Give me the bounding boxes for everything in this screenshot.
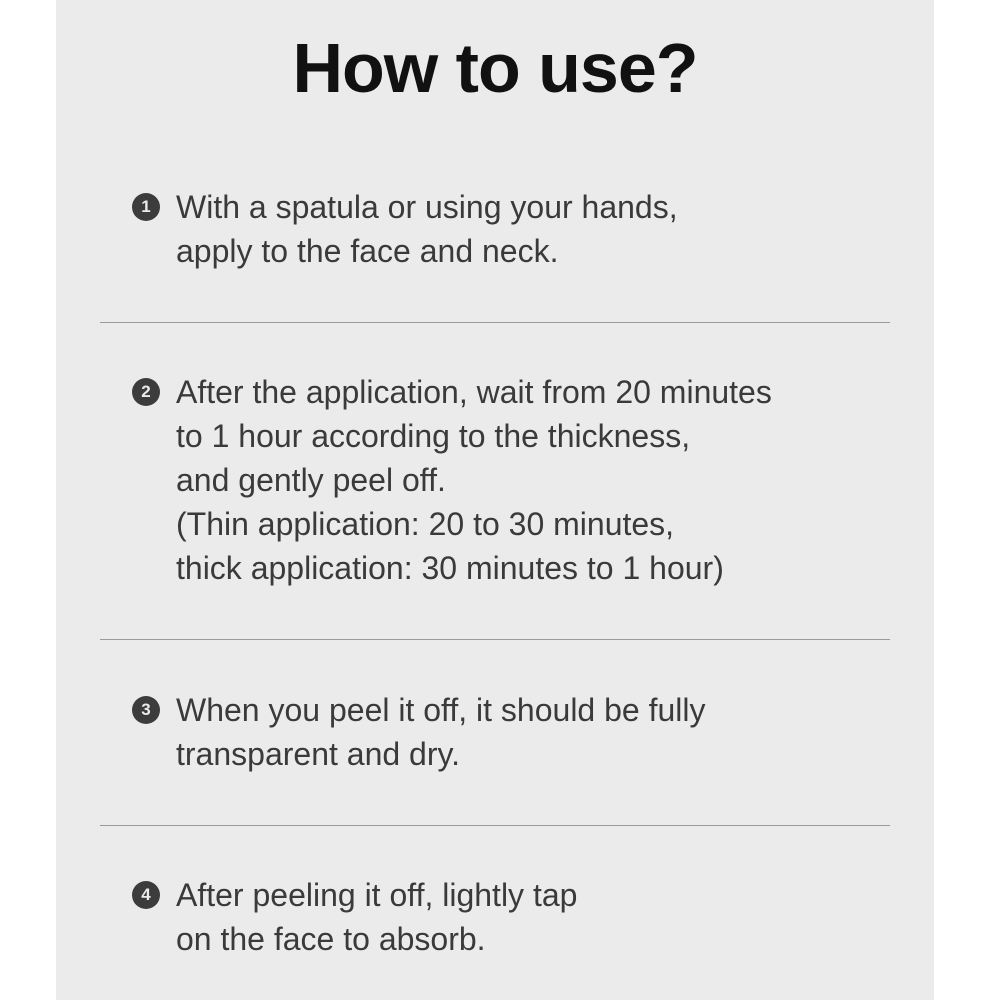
- step-line: (Thin application: 20 to 30 minutes,: [176, 506, 675, 542]
- step-line: on the face to absorb.: [176, 921, 486, 957]
- step-line: After peeling it off, lightly tap: [176, 877, 578, 913]
- divider: [100, 322, 890, 323]
- step-number-badge: 3: [132, 696, 160, 724]
- instructions-panel: [56, 0, 934, 1000]
- step-line: After the application, wait from 20 minutes: [176, 374, 772, 410]
- step-line: thick application: 30 minutes to 1 hour): [176, 550, 724, 586]
- page-title: How to use?: [292, 29, 698, 107]
- step-line: With a spatula or using your hands,: [176, 189, 678, 225]
- step-line: apply to the face and neck.: [176, 233, 559, 269]
- step-line: to 1 hour according to the thickness,: [176, 418, 691, 454]
- step-text: [176, 370, 896, 590]
- step-line: transparent and dry.: [176, 736, 461, 772]
- divider: [100, 825, 890, 826]
- step-number-badge: 4: [132, 881, 160, 909]
- step-line: When you peel it off, it should be fully: [176, 692, 706, 728]
- step-text: [176, 873, 896, 961]
- step-text: [176, 688, 896, 776]
- divider: [100, 639, 890, 640]
- step-number-badge: 1: [132, 193, 160, 221]
- step-number-badge: 2: [132, 378, 160, 406]
- step-line: and gently peel off.: [176, 462, 446, 498]
- step-text: [176, 185, 896, 273]
